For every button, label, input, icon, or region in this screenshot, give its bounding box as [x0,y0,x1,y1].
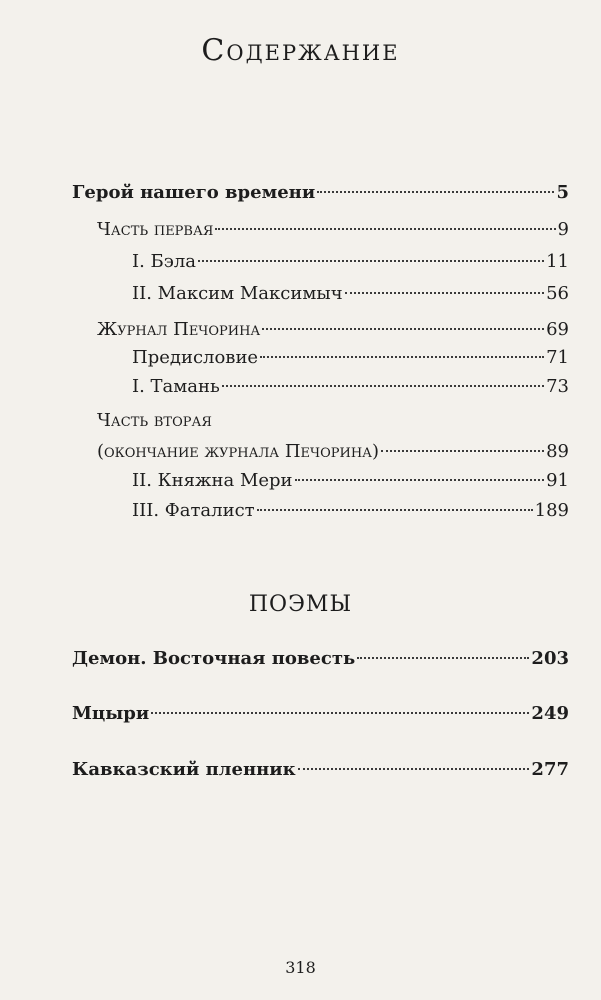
toc-entry [132,500,569,521]
dot-leader [295,479,545,481]
toc-entry [97,219,569,240]
dot-leader [198,260,544,262]
toc-entry-label: Мцыри [72,703,150,724]
toc-entry [72,648,569,669]
dot-leader [381,450,544,452]
dot-leader [151,712,529,714]
toc-entry-label: Часть вторая [97,410,212,431]
toc-entry [132,283,569,304]
toc-entry-page: 89 [546,441,569,462]
dot-leader [345,292,544,294]
dot-leader [262,328,544,330]
toc-entry-label: Герой нашего времени [72,182,316,203]
toc-entry-label: I. Бэла [132,251,197,272]
toc-entry-page: 249 [531,703,569,724]
dot-leader [257,509,533,511]
dot-leader [298,768,530,770]
toc-entry-label: Демон. Восточная повесть [72,648,356,669]
toc-entry [132,470,569,491]
toc-entry-label: II. Княжна Мери [132,470,293,491]
toc-entry-label: I. Тамань [132,376,220,397]
toc-entry-label: Предисловие [132,347,259,368]
toc-entry-page: 5 [556,182,569,203]
section-heading: ПОЭМЫ [248,592,353,617]
toc-entry-page: 69 [546,319,569,340]
dot-leader [357,657,529,659]
toc-entry-page: 11 [546,251,569,272]
page-title: Содержание [201,33,400,68]
toc-entry [72,703,569,724]
toc-entry-page: 56 [546,283,569,304]
toc-entry-page: 189 [534,500,569,521]
toc-entry [132,376,569,397]
toc-entry-page: 203 [531,648,569,669]
toc-entry-label: Часть первая [97,219,214,240]
toc-entry-label: Журнал Печорина [97,319,261,340]
toc-entry-page: 91 [546,470,569,491]
page-number: 318 [285,958,316,977]
toc-entry-label: (окончание журнала Печорина) [97,441,380,462]
dot-leader [215,228,555,230]
toc-entry-page: 9 [557,219,569,240]
toc-entry-label: III. Фаталист [132,500,255,521]
toc-entry [132,251,569,272]
toc-entry [72,182,569,203]
toc-entry-page: 277 [531,759,569,780]
toc-entry-page: 73 [546,376,569,397]
dot-leader [260,356,544,358]
dot-leader [222,385,544,387]
toc-entry-label: Кавказский пленник [72,759,296,780]
toc-entry [97,319,569,340]
toc-entry-page: 71 [546,347,569,368]
toc-entry [132,347,569,368]
toc-entry-label: II. Максим Максимыч [132,283,343,304]
toc-entry [72,759,569,780]
dot-leader [317,191,554,193]
toc-entry [97,441,569,462]
